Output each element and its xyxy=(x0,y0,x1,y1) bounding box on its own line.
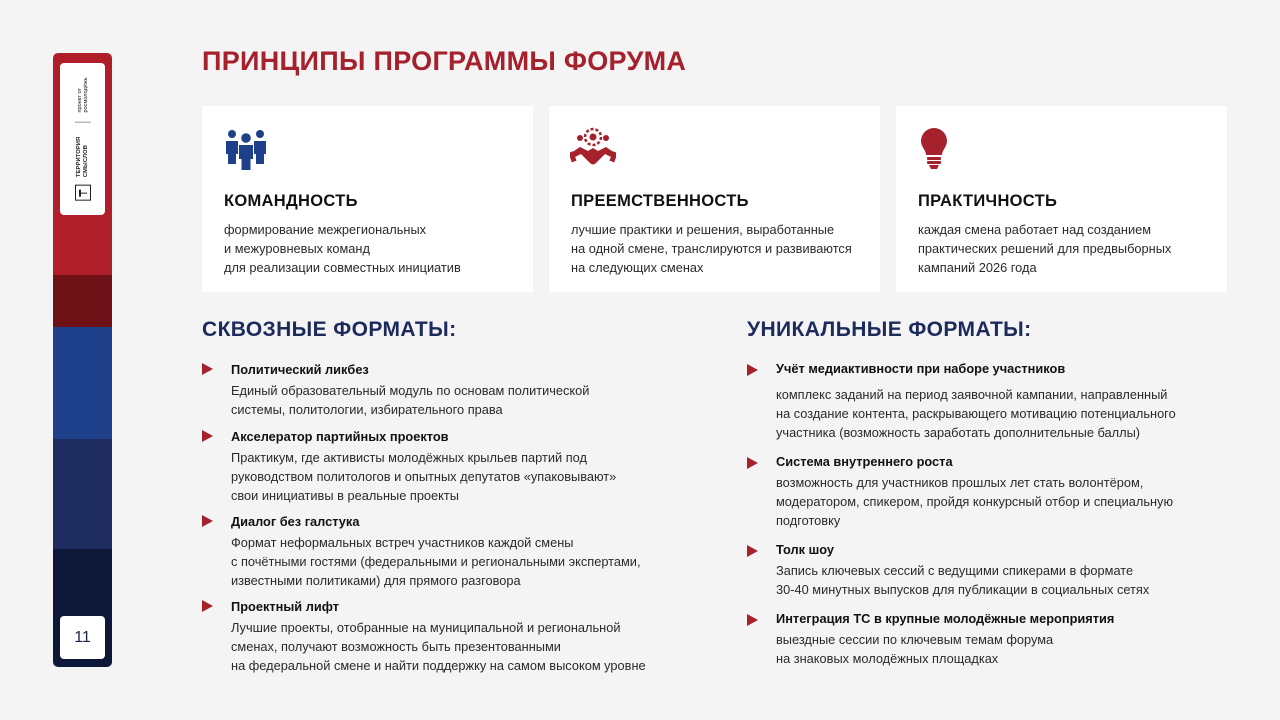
format-title: Политический ликбез xyxy=(231,362,369,377)
format-text: выездные сессии по ключевым темам форума на знаковых молодёжных площадках xyxy=(776,632,1054,666)
format-text: комплекс заданий на период заявочной кампании, направленный на создание контента, раскрывающего мотивацию потенциального участника (возможность заработать дополнительные баллы) xyxy=(776,387,1176,440)
logo-brand-line2: СМЫСЛОВ xyxy=(82,144,89,178)
format-title: Проектный лифт xyxy=(231,599,339,614)
format-text: возможность для участников прошлых лет стать волонтёром, модератором, спикером, пройдя конкурсный отбор и специальную подготовку xyxy=(776,475,1174,528)
ribbon-blue-segment xyxy=(53,327,112,439)
bullet-arrow-icon xyxy=(202,515,213,527)
bullet-arrow-icon xyxy=(202,430,213,442)
principle-card-teamwork xyxy=(202,106,533,292)
logo-mark-icon xyxy=(75,185,91,201)
lightbulb-icon xyxy=(917,126,963,172)
principle-title: ПРАКТИЧНОСТЬ xyxy=(918,192,1058,210)
ribbon-darkred-segment xyxy=(53,275,112,327)
cross-formats-heading: СКВОЗНЫЕ ФОРМАТЫ: xyxy=(202,318,457,341)
handshake-icon xyxy=(570,126,616,172)
unique-formats-heading: УНИКАЛЬНЫЕ ФОРМАТЫ: xyxy=(747,318,1032,341)
format-text: Лучшие проекты, отобранные на муниципальной и региональной сменах, получают возможность быть презентованными на федеральной смене и найти поддержку на самом высоком уровне xyxy=(231,620,646,673)
format-text: Формат неформальных встреч участников каждой смены с почётными гостями (федеральными и региональными экспертами, известными политиками) для прямого разговора xyxy=(231,535,641,588)
format-text: Практикум, где активисты молодёжных крыльев партий под руководством политологов и опытных депутатов «упаковывают» свои инициативы в реальные проекты xyxy=(231,450,617,503)
principle-title: ПРЕЕМСТВЕННОСТЬ xyxy=(571,192,749,210)
brand-logo xyxy=(75,77,91,200)
bullet-arrow-icon xyxy=(747,545,758,557)
principle-card-practicality xyxy=(896,106,1227,292)
team-icon xyxy=(223,126,269,172)
format-title: Учёт медиактивности при наборе участников xyxy=(776,361,1066,376)
format-text: Запись ключевых сессий с ведущими спикерами в формате 30-40 минутных выпусков для публикации в социальных сетях xyxy=(776,563,1150,597)
format-title: Акселератор партийных проектов xyxy=(231,429,449,444)
logo-card xyxy=(60,63,105,215)
bullet-arrow-icon xyxy=(747,614,758,626)
page-title: ПРИНЦИПЫ ПРОГРАММЫ ФОРУМА xyxy=(202,46,687,76)
principle-text: лучшие практики и решения, выработанные на одной смене, транслируются и развиваются на следующих сменах xyxy=(571,222,852,275)
principle-text: формирование межрегиональных и межуровневых команд для реализации совместных инициатив xyxy=(224,222,461,275)
principle-card-continuity xyxy=(549,106,880,292)
format-title: Интеграция ТС в крупные молодёжные мероприятия xyxy=(776,611,1115,626)
logo-project-line2: росмолодёжь xyxy=(82,77,89,113)
format-title: Толк шоу xyxy=(776,542,835,557)
logo-divider xyxy=(75,122,91,123)
logo-project-line1: проект от xyxy=(76,88,83,113)
bullet-arrow-icon xyxy=(202,600,213,612)
bullet-arrow-icon xyxy=(202,363,213,375)
bullet-arrow-icon xyxy=(747,364,758,376)
format-text: Единый образовательный модуль по основам политической системы, политологии, избирательного права xyxy=(231,383,590,417)
principle-title: КОМАНДНОСТЬ xyxy=(224,192,358,210)
format-title: Диалог без галстука xyxy=(231,514,360,529)
principle-text: каждая смена работает над созданием практических решений для предвыборных кампаний 2026 года xyxy=(918,222,1172,275)
page-number: 11 xyxy=(60,616,105,659)
logo-brand-line1: ТЕРРИТОРИЯ xyxy=(75,136,82,178)
bullet-arrow-icon xyxy=(747,457,758,469)
format-title: Система внутреннего роста xyxy=(776,454,953,469)
ribbon-navy-segment xyxy=(53,439,112,549)
